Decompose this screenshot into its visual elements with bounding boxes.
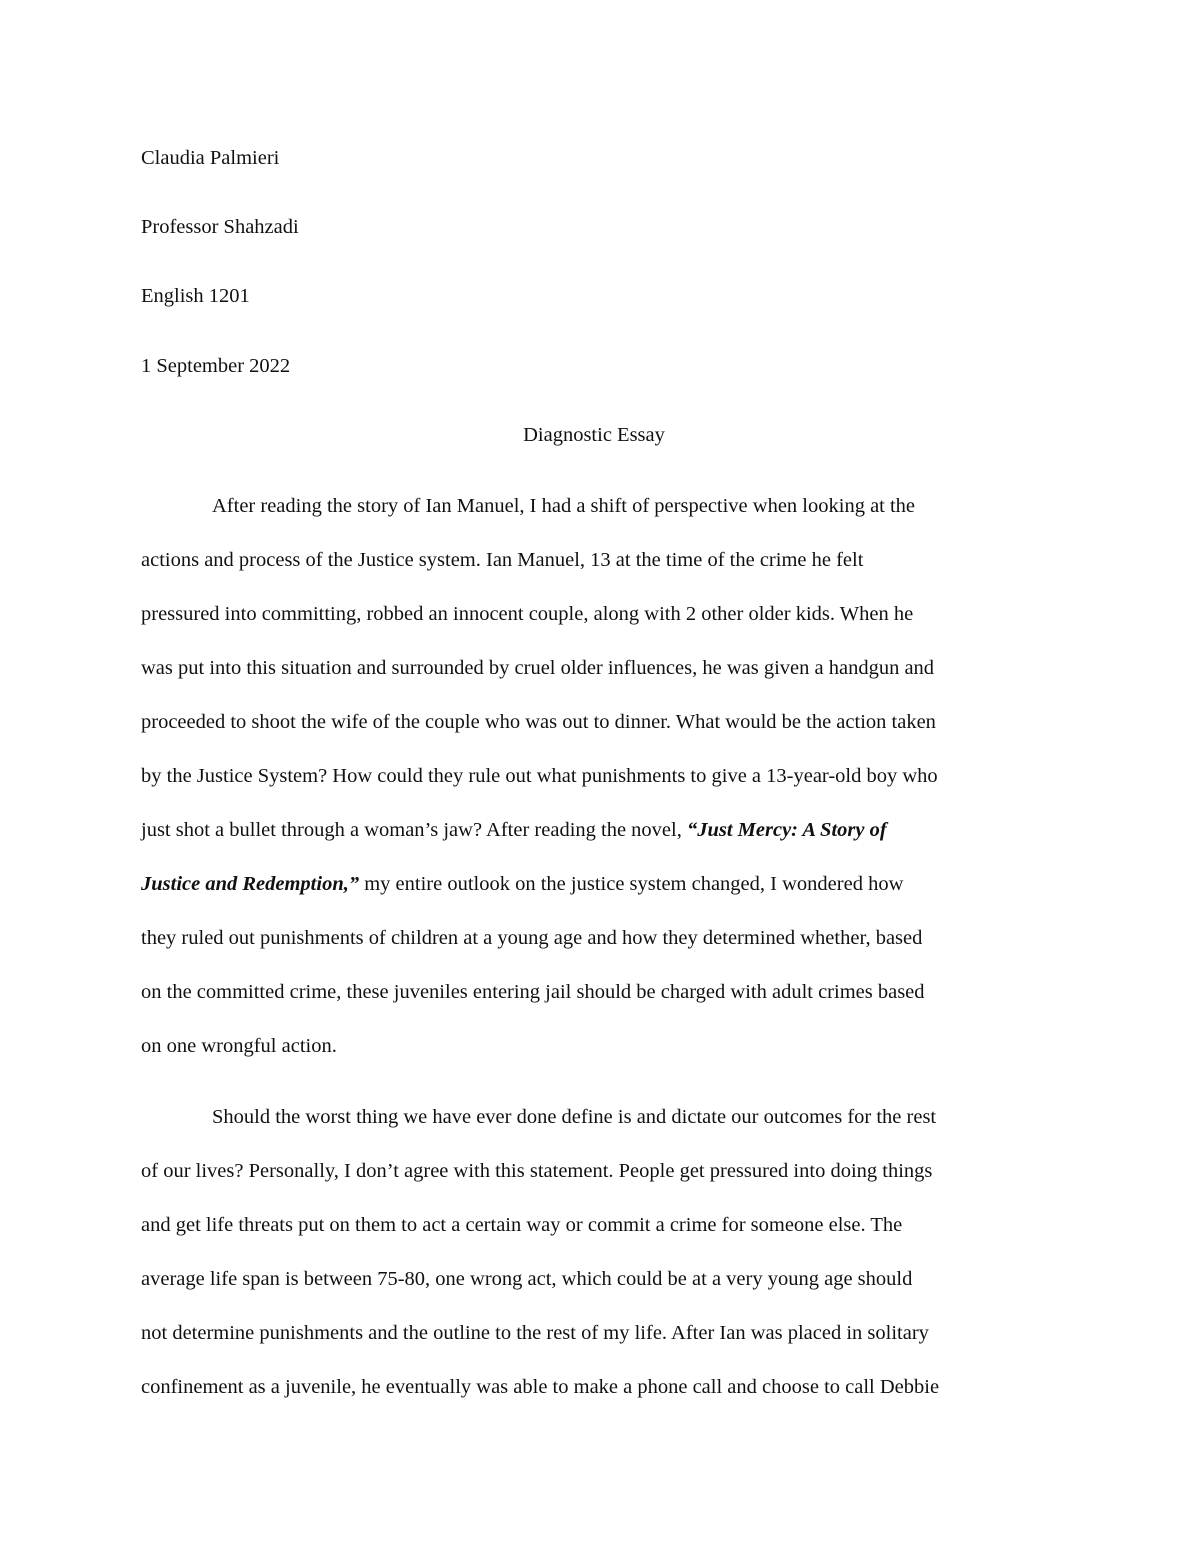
- paragraph-2-line-1: Should the worst thing we have ever done define is and dictate our outcomes for the rest: [212, 1106, 937, 1128]
- paragraph-1-line-3: pressured into committing, robbed an innocent couple, along with 2 other older kids. When he: [141, 603, 914, 625]
- book-title-part-1: “Just Mercy: A Story of: [686, 819, 887, 841]
- paragraph-1-line-5: proceeded to shoot the wife of the couple who was out to dinner. What would be the action taken: [141, 711, 936, 733]
- author-name: Claudia Palmieri: [141, 147, 280, 169]
- paragraph-1-line-2: actions and process of the Justice system. Ian Manuel, 13 at the time of the crime he felt: [141, 549, 864, 571]
- essay-date: 1 September 2022: [141, 355, 291, 377]
- essay-title: Diagnostic Essay: [523, 424, 665, 446]
- paragraph-1-line-8: [141, 872, 903, 896]
- paragraph-2-line-6: confinement as a juvenile, he eventually was able to make a phone call and choose to call Debbie: [141, 1376, 940, 1398]
- paragraph-1-line-6: by the Justice System? How could they rule out what punishments to give a 13-year-old boy who: [141, 765, 938, 787]
- paragraph-2-line-2: of our lives? Personally, I don’t agree with this statement. People get pressured into doing things: [141, 1160, 933, 1182]
- paragraph-1-line-7: [141, 818, 887, 842]
- paragraph-1-line-10: on the committed crime, these juveniles entering jail should be charged with adult crimes based: [141, 981, 925, 1003]
- paragraph-1-line-9: they ruled out punishments of children at a young age and how they determined whether, based: [141, 927, 923, 949]
- paragraph-1-line-7-text: just shot a bullet through a woman’s jaw? After reading the novel,: [141, 819, 687, 841]
- paragraph-1-line-11: on one wrongful action.: [141, 1035, 337, 1057]
- paragraph-2-line-5: not determine punishments and the outline to the rest of my life. After Ian was placed in solitary: [141, 1322, 929, 1344]
- book-title-part-2: Justice and Redemption,”: [141, 873, 360, 895]
- paragraph-1-line-4: was put into this situation and surrounded by cruel older influences, he was given a handgun and: [141, 657, 935, 679]
- paragraph-2-line-3: and get life threats put on them to act a certain way or commit a crime for someone else. The: [141, 1214, 903, 1236]
- paragraph-1-line-8-text: my entire outlook on the justice system changed, I wondered how: [364, 873, 904, 895]
- paragraph-2-line-4: average life span is between 75-80, one wrong act, which could be at a very young age should: [141, 1268, 913, 1290]
- course-name: English 1201: [141, 285, 250, 307]
- professor-name: Professor Shahzadi: [141, 216, 299, 238]
- paragraph-1-line-1: After reading the story of Ian Manuel, I had a shift of perspective when looking at the: [212, 495, 916, 517]
